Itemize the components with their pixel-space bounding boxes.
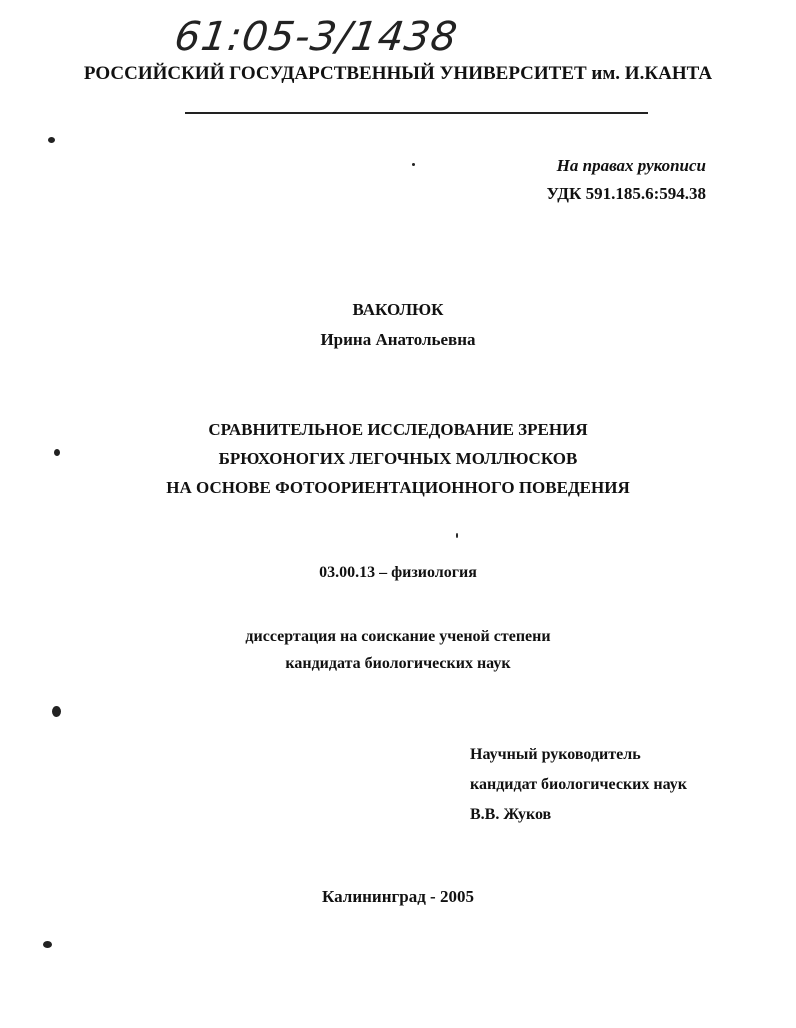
supervisor-block (470, 740, 687, 830)
university-name: РОССИЙСКИЙ ГОСУДАРСТВЕННЫЙ УНИВЕРСИТЕТ им. И.КАНТА (83, 63, 713, 84)
degree-description (0, 623, 796, 677)
city-year: Калининград - 2005 (322, 887, 474, 906)
title-line: БРЮХОНОГИХ ЛЕГОЧНЫХ МОЛЛЮСКОВ (218, 449, 578, 468)
scan-speck (412, 163, 415, 166)
udk-code: УДК 591.185.6:594.38 (546, 184, 706, 203)
author-name: Ирина Анатольевна (320, 330, 476, 349)
degree-line: диссертация на соискание ученой степени (245, 628, 551, 645)
scan-speck (52, 706, 61, 717)
supervisor-degree: кандидат биологических наук (470, 776, 687, 793)
header-divider (185, 112, 648, 114)
scan-speck (48, 137, 55, 143)
dissertation-title (0, 415, 796, 502)
scan-speck (54, 449, 60, 456)
author-surname: ВАКОЛЮК (352, 300, 444, 319)
scan-speck (43, 941, 52, 948)
supervisor-role: Научный руководитель (470, 746, 641, 763)
scan-speck (456, 533, 458, 538)
manuscript-rights-note: На правах рукописи (556, 156, 706, 175)
title-line: НА ОСНОВЕ ФОТООРИЕНТАЦИОННОГО ПОВЕДЕНИЯ (166, 478, 630, 497)
handwritten-archive-number: 61:05-3/1438 (171, 14, 461, 60)
degree-line: кандидата биологических наук (285, 655, 511, 672)
title-line: СРАВНИТЕЛЬНОЕ ИССЛЕДОВАНИЕ ЗРЕНИЯ (208, 420, 588, 439)
specialty-code: 03.00.13 – физиология (319, 564, 477, 581)
supervisor-name: В.В. Жуков (470, 806, 552, 823)
